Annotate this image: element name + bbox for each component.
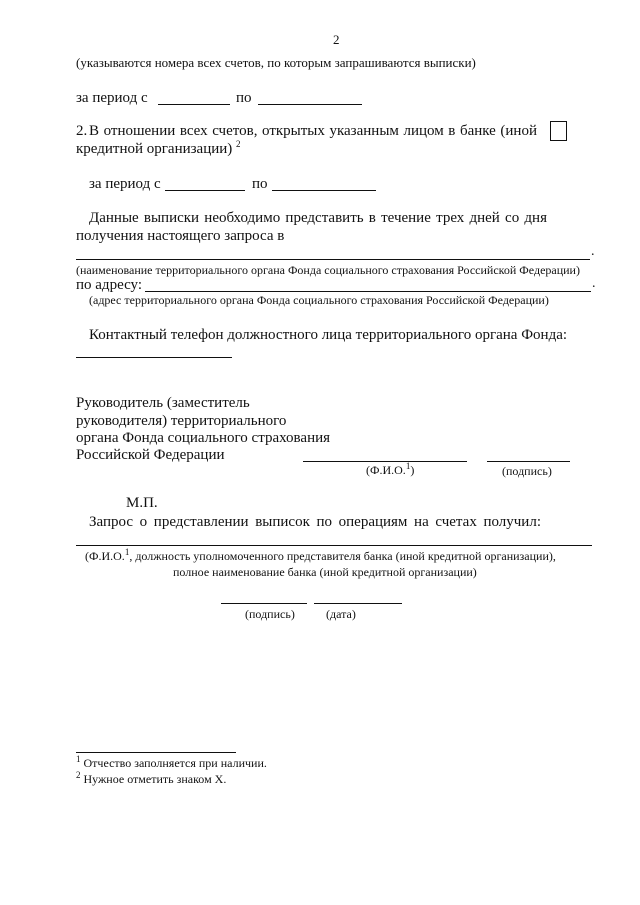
received-caption-ref: 1: [124, 547, 130, 557]
fund-name-caption: (наименование территориального органа Фонда социального страхования Российской Федерации): [76, 263, 580, 277]
stamp-label: М.П.: [126, 495, 158, 511]
accounts-note: (указываются номера всех счетов, по которым запрашиваются выписки): [76, 55, 476, 70]
item2-footnote-ref: 2: [236, 139, 241, 149]
head-fio-caption-close: ): [410, 463, 415, 477]
head-fio-caption-open: (Ф.И.О.: [366, 463, 406, 477]
footnote-2: [76, 772, 226, 787]
period2-to-field[interactable]: [272, 190, 376, 191]
head-line-4: Российской Федерации: [76, 447, 225, 463]
period2-to-label: по: [252, 176, 268, 192]
item2-checkbox[interactable]: [550, 121, 567, 141]
received-date-field[interactable]: [314, 603, 402, 604]
period1-from-field[interactable]: [158, 104, 230, 105]
head-line-1: Руководитель (заместитель: [76, 395, 250, 411]
footnote-1-text: Отчество заполняется при наличии.: [83, 756, 267, 770]
received-date-caption: (дата): [326, 607, 356, 621]
received-caption-line1-b: , должность уполномоченного представителя банка (иной кредитной организации),: [129, 549, 556, 563]
fund-name-period: .: [591, 244, 595, 259]
received-caption-line1-a: (Ф.И.О.: [85, 549, 125, 563]
footnote-separator: [76, 752, 236, 753]
address-caption: (адрес территориального органа Фонда социального страхования Российской Федерации): [89, 293, 549, 307]
item2-line2: [76, 141, 241, 158]
head-fio-field[interactable]: [303, 461, 467, 462]
head-signature-caption: (подпись): [502, 464, 552, 478]
period1-to-label: по: [236, 90, 252, 106]
received-fio-field[interactable]: [76, 545, 592, 546]
contact-phone-field[interactable]: [76, 357, 232, 358]
head-signature-field[interactable]: [487, 461, 570, 462]
head-fio-caption-ref: 1: [405, 461, 411, 471]
received-caption-line1: [85, 549, 556, 564]
item2-line2-text: кредитной организации): [76, 141, 233, 157]
submit-line1: Данные выписки необходимо представить в течение трех дней со дня: [89, 210, 547, 226]
page-number: 2: [333, 32, 340, 47]
contact-label: Контактный телефон должностного лица территориального органа Фонда:: [89, 327, 568, 343]
received-signature-field[interactable]: [221, 603, 307, 604]
head-fio-caption: [366, 463, 414, 478]
period1-to-field[interactable]: [258, 104, 362, 105]
footnote-2-text: Нужное отметить знаком Х.: [83, 772, 227, 786]
period2-from-label: за период с: [89, 176, 161, 192]
period1-from-label: за период с: [76, 90, 148, 106]
footnote-2-ref: 2: [76, 770, 81, 780]
address-period: .: [592, 276, 596, 291]
footnote-1: [76, 756, 267, 771]
head-line-2: руководителя) территориального: [76, 413, 287, 429]
submit-line2: получения настоящего запроса в: [76, 228, 285, 244]
head-line-3: органа Фонда социального страхования: [76, 430, 331, 446]
item2-line1: В отношении всех счетов, открытых указанным лицом в банке (иной: [89, 123, 537, 139]
fund-name-field[interactable]: [76, 259, 590, 260]
received-signature-caption: (подпись): [245, 607, 295, 621]
address-label: по адресу:: [76, 277, 143, 293]
period2-from-field[interactable]: [165, 190, 245, 191]
received-caption-line2: полное наименование банка (иной кредитной организации): [173, 565, 477, 579]
received-text: Запрос о представлении выписок по операциям на счетах получил:: [89, 514, 541, 530]
item2-number: 2.: [76, 123, 88, 139]
footnote-1-ref: 1: [76, 754, 81, 764]
address-field[interactable]: [145, 291, 591, 292]
